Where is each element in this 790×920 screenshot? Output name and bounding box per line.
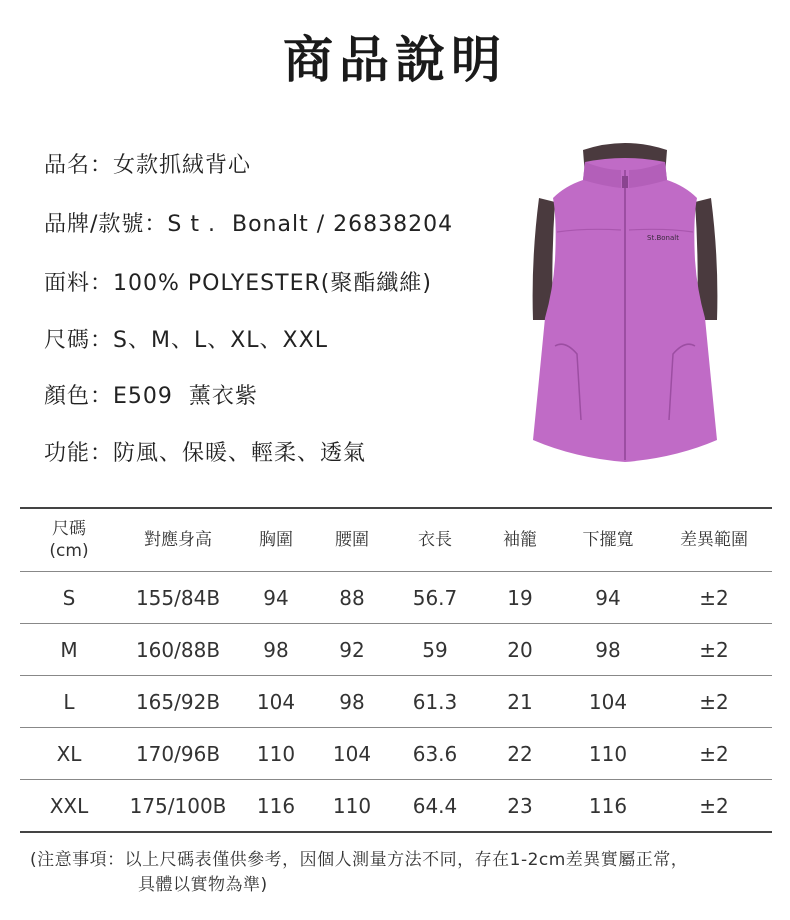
spec-features xyxy=(44,436,366,467)
table-cell: M xyxy=(20,624,118,676)
spec-label: 顏色： xyxy=(44,384,114,409)
spec-color xyxy=(44,379,258,410)
table-cell: 88 xyxy=(314,572,390,624)
table-cell: 110 xyxy=(332,793,372,818)
table-cell: 63.6 xyxy=(390,728,480,780)
table-cell: ±2 xyxy=(656,728,772,780)
page-title: 商品說明 xyxy=(283,31,507,89)
header-hem: 下擺寬 xyxy=(560,508,656,572)
table-cell: 104 xyxy=(560,676,656,728)
spec-label: 功能： xyxy=(44,441,114,466)
table-cell: 155/84B xyxy=(118,572,238,624)
table-cell: L xyxy=(20,676,118,728)
table-cell: 94 xyxy=(560,572,656,624)
table-row xyxy=(20,728,772,780)
table-cell: 98 xyxy=(314,676,390,728)
table-cell: 104 xyxy=(314,728,390,780)
table-cell: 175/100B xyxy=(129,793,227,818)
spec-name xyxy=(44,148,251,179)
table-cell: 92 xyxy=(314,624,390,676)
table-cell: ±2 xyxy=(656,676,772,728)
header-tolerance: 差異範圍 xyxy=(656,508,772,572)
spec-value: S、M、L、XL、XXL xyxy=(113,328,328,353)
table-cell: 98 xyxy=(238,624,314,676)
table-cell: S xyxy=(20,572,118,624)
table-cell: 20 xyxy=(480,624,560,676)
table-cell: XL xyxy=(20,728,118,780)
spec-material xyxy=(44,266,432,297)
size-table xyxy=(20,507,772,833)
product-vest-image xyxy=(525,140,725,470)
table-cell: 104 xyxy=(238,676,314,728)
table-row xyxy=(20,624,772,676)
note-line-1: (注意事項：以上尺碼表僅供參考，因個人測量方法不同，存在1-2cm差異實屬正常， xyxy=(30,850,689,870)
brand-logo-text: St.Bonalt xyxy=(647,234,679,242)
header-armhole: 袖籠 xyxy=(480,508,560,572)
spec-label: 品名： xyxy=(44,153,114,178)
table-cell: ±2 xyxy=(699,793,729,818)
table-cell: 165/92B xyxy=(118,676,238,728)
table-cell: 56.7 xyxy=(390,572,480,624)
table-cell: ±2 xyxy=(656,572,772,624)
note-line-2: 具體以實物為準) xyxy=(138,875,268,895)
table-header-row xyxy=(20,508,772,572)
spec-value: 100% POLYESTER(聚酯纖維) xyxy=(113,271,432,296)
spec-sizes xyxy=(44,323,328,354)
spec-value: S t . Bonalt / 26838204 xyxy=(167,212,454,237)
table-cell: 110 xyxy=(560,728,656,780)
table-cell: 94 xyxy=(238,572,314,624)
table-cell: 61.3 xyxy=(390,676,480,728)
spec-value: E509 薰衣紫 xyxy=(113,384,258,409)
table-cell: 170/96B xyxy=(118,728,238,780)
table-cell: XXL xyxy=(49,793,89,818)
spec-value: 防風、保暖、輕柔、透氣 xyxy=(113,441,367,466)
spec-brand xyxy=(44,207,453,238)
size-note xyxy=(30,848,780,898)
spec-label: 品牌/款號： xyxy=(44,212,168,237)
header-size: 尺碼 (cm) xyxy=(20,508,118,572)
spec-label: 面料： xyxy=(44,271,114,296)
table-cell: 21 xyxy=(480,676,560,728)
table-cell: 64.4 xyxy=(412,793,458,818)
table-row xyxy=(20,780,772,833)
table-cell: 98 xyxy=(560,624,656,676)
table-cell: 23 xyxy=(507,793,533,818)
table-cell: 22 xyxy=(480,728,560,780)
table-cell: 110 xyxy=(238,728,314,780)
table-cell: 19 xyxy=(480,572,560,624)
header-height: 對應身高 xyxy=(118,508,238,572)
table-row xyxy=(20,572,772,624)
header-chest: 胸圍 xyxy=(238,508,314,572)
table-cell: 116 xyxy=(256,793,296,818)
table-cell: 116 xyxy=(588,793,628,818)
header-waist: 腰圍 xyxy=(314,508,390,572)
table-row xyxy=(20,676,772,728)
header-length: 衣長 xyxy=(390,508,480,572)
table-cell: 59 xyxy=(390,624,480,676)
table-cell: 160/88B xyxy=(118,624,238,676)
table-cell: ±2 xyxy=(656,624,772,676)
spec-label: 尺碼： xyxy=(44,328,114,353)
spec-value: 女款抓絨背心 xyxy=(113,153,252,178)
